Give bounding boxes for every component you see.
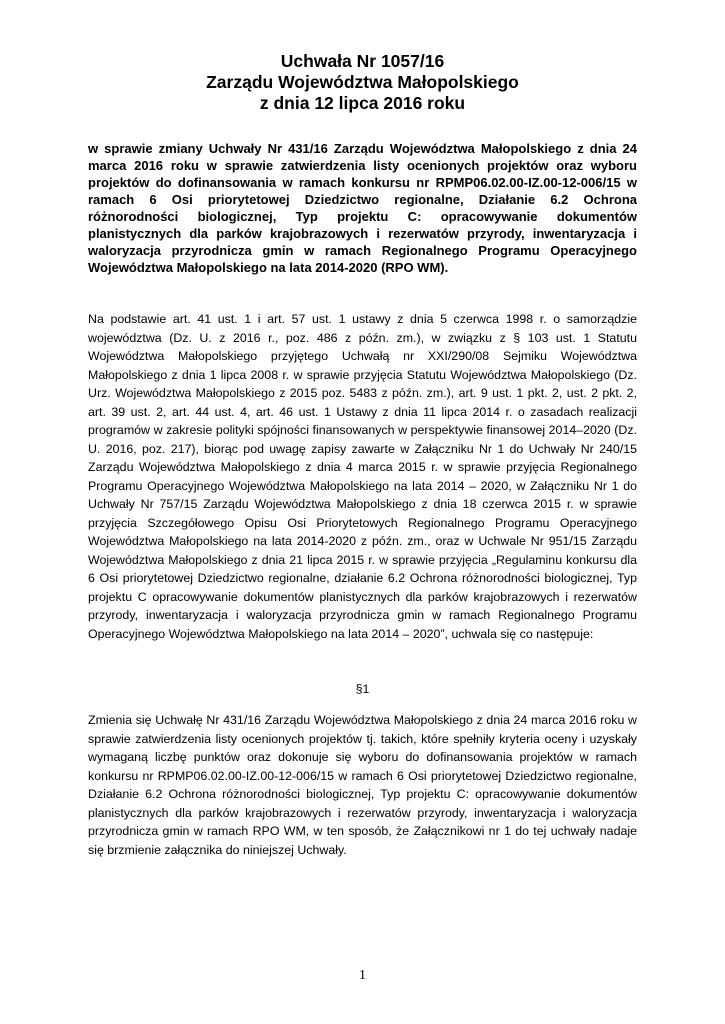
section-1-paragraph: Zmienia się Uchwałę Nr 431/16 Zarządu Województwa Małopolskiego z dnia 24 marca 2016 roku w sprawie zatwierdzenia listy ocenionych projektów tj. takich, które spełniły kryteria oceny i uzyskały wymaganą liczbę punktów oraz dokonuje się wyboru do dofinansowania projektów w ramach konkursu nr RPMP06.02.00-IZ.00-12-006/15 w ramach 6 Osi priorytetowej Dziedzictwo regionalne, Działanie 6.2 Ochrona różnorodności biologicznej, Typ projektu C: opracowywanie dokumentów planistycznych dla parków krajobrazowych i rezerwatów przyrody, inwentaryzacja i waloryzacja przyrodnicza gmin w ramach RPO WM, w ten sposób, że Załącznikowi nr 1 do tej uchwały nadaje się brzmienie załącznika do niniejszej Uchwały. (88, 713, 637, 857)
resolution-subject: w sprawie zmiany Uchwały Nr 431/16 Zarządu Województwa Małopolskiego z dnia 24 marca 2016 roku w sprawie zatwierdzenia listy ocenionych projektów oraz wyboru projektów do dofinansowania w ramach konkursu nr RPMP06.02.00-IZ.00-12-006/15 w ramach 6 Osi priorytetowej Dziedzictwo regionalne, Działanie 6.2 Ochrona różnorodności biologicznej, Typ projektu C: opracowywanie dokumentów planistycznych dla parków krajobrazowych i rezerwatów przyrody, inwentaryzacja i waloryzacja przyrodnicza gmin w ramach Regionalnego Programu Operacyjnego Województwa Małopolskiego na lata 2014-2020 (RPO WM). (88, 141, 637, 275)
title-board-name: Zarządu Województwa Małopolskiego (206, 72, 519, 92)
title-resolution-number: Uchwała Nr 1057/16 (280, 51, 445, 71)
legal-basis-preamble: Na podstawie art. 41 ust. 1 i art. 57 ust. 1 ustawy z dnia 5 czerwca 1998 r. o samorządzie województwa (Dz. U. z 2016 r., poz. 486 z późn. zm.), w związku z § 103 ust. 1 Statutu Województwa Małopolskiego przyjętego Uchwałą nr XXI/290/08 Sejmiku Województwa Małopolskiego z dnia 1 lipca 2008 r. w sprawie przyjęcia Statutu Województwa Małopolskiego (Dz. Urz. Województwa Małopolskiego z 2015 poz. 5483 z późn. zm.), art. 9 ust. 1 pkt. 2, ust. 2 pkt. 2, art. 39 ust. 2, art. 44 ust. 4, art. 46 ust. 1 Ustawy z dnia 11 lipca 2014 r. o zasadach realizacji programów w zakresie polityki spójności finansowanych w perspektywie finansowej 2014–2020 (Dz. U. 2016, poz. 217), biorąc pod uwagę zapisy zawarte w Załączniku Nr 1 do Uchwały Nr 240/15 Zarządu Województwa Małopolskiego z dnia 4 marca 2015 r. w sprawie przyjęcia Regionalnego Programu Operacyjnego Województwa Małopolskiego na lata 2014 – 2020, w Załączniku Nr 1 do Uchwały Nr 757/15 Zarządu Województwa Małopolskiego z dnia 18 czerwca 2015 r. w sprawie przyjęcia Szczegółowego Opisu Osi Priorytetowych Regionalnego Programu Operacyjnego Województwa Małopolskiego na lata 2014-2020 z późn. zm., oraz w Uchwale Nr 951/15 Zarządu Województwa Małopolskiego z dnia 21 lipca 2015 r. w sprawie przyjęcia „Regulaminu konkursu dla 6 Osi priorytetowej Dziedzictwo regionalne, działanie 6.2 Ochrona różnorodności biologicznej, Typ projektu C opracowywanie dokumentów planistycznych dla parków krajobrazowych i rezerwatów przyrody, inwentaryzacja i waloryzacja przyrodnicza gmin w ramach Regionalnego Programu Operacyjnego Województwa Małopolskiego na lata 2014 – 2020”, uchwala się co następuje: (88, 312, 637, 641)
section-mark: §1 (355, 682, 370, 696)
page-number: 1 (359, 968, 366, 983)
title-date: z dnia 12 lipca 2016 roku (259, 93, 466, 113)
document-title (88, 51, 637, 114)
